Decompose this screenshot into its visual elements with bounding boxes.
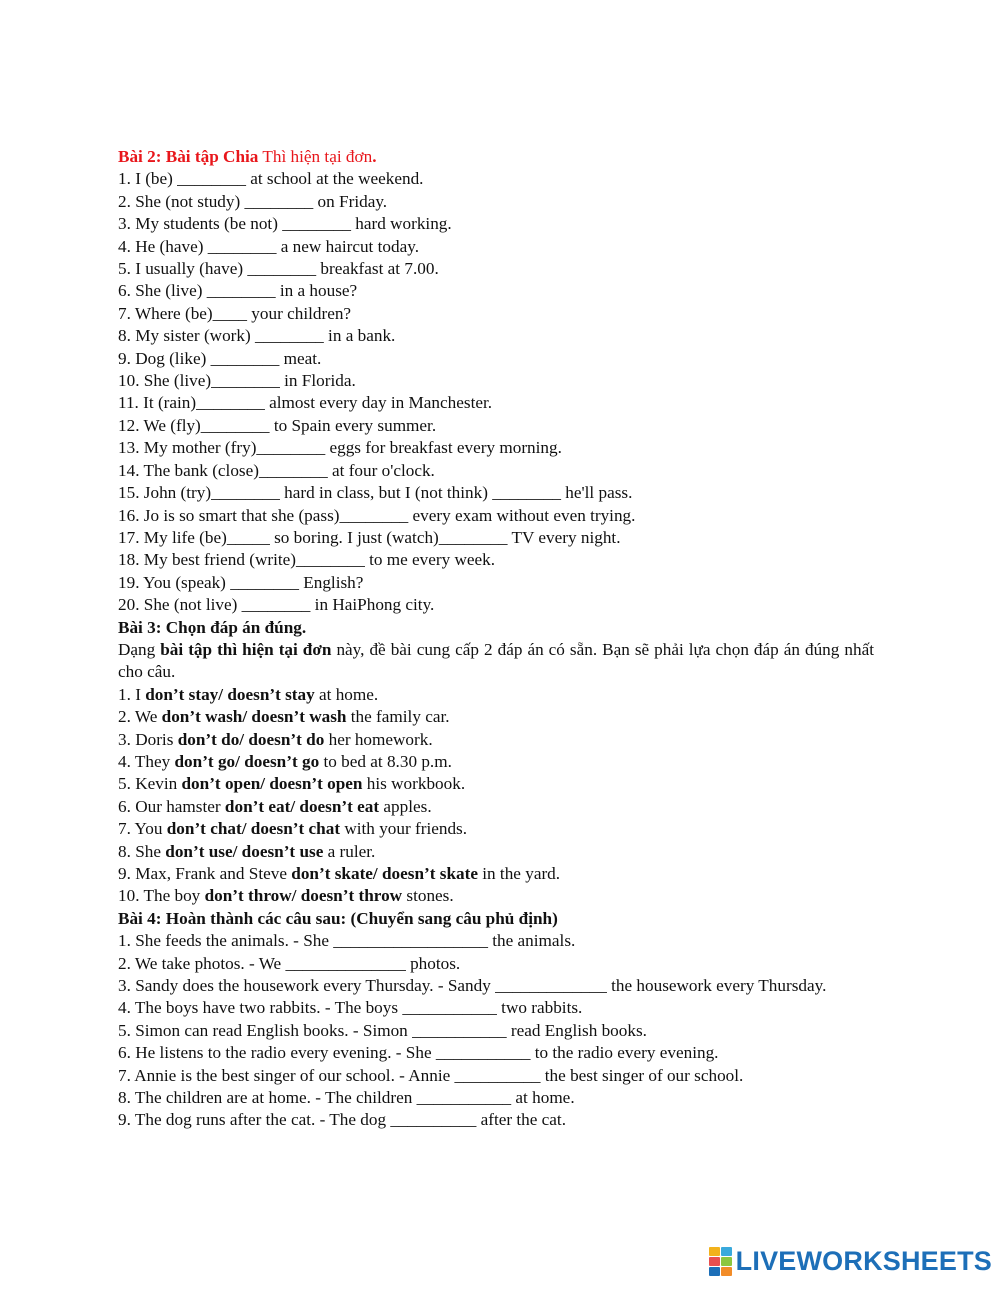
item-text-before: 2. We (118, 707, 162, 727)
item-text-before: 10. The boy (118, 886, 205, 906)
answer-options: don’t stay/ doesn’t stay (145, 684, 315, 704)
item-text-after: her homework. (324, 729, 433, 749)
item-text-after: his workbook. (362, 774, 466, 794)
item-text-before: 9. Max, Frank and Steve (118, 864, 292, 883)
exercise-3-item (118, 729, 874, 751)
answer-options: don’t throw/ doesn’t throw (204, 886, 403, 906)
answer-options: don’t do/ doesn’t do (177, 729, 325, 749)
exercise-3-intro-bold: bài tập thì hiện tại đơn (160, 639, 332, 659)
exercise-4-item: 7. Annie is the best singer of our school. - Annie __________ the best singer of our school. (118, 1065, 744, 1085)
item-text-before: 8. She (118, 841, 166, 861)
worksheet (118, 146, 874, 1132)
item-text-before: 1. I (118, 684, 146, 704)
item-text-after: at home. (314, 684, 379, 704)
exercise-2-heading (118, 146, 874, 168)
item-text-after: to bed at 8.30 p.m. (319, 751, 452, 771)
exercise-3-item (118, 796, 874, 818)
exercise-3-intro (118, 639, 874, 684)
logo-blocks-icon (709, 1247, 732, 1276)
answer-options: don’t skate/ doesn’t skate (291, 864, 478, 883)
item-text-after: stones. (402, 886, 454, 906)
item-text-before: 5. Kevin (118, 774, 182, 794)
answer-options: don’t go/ doesn’t go (174, 751, 320, 771)
exercise-3-item (118, 773, 874, 795)
exercise-2-item: 1. I (be) ________ at school at the weekend. (118, 169, 424, 189)
exercise-2-item: 7. Where (be)____ your children? (118, 303, 352, 323)
exercise-2-heading-topic: Thì hiện tại đơn (258, 147, 373, 166)
item-text-after: with your friends. (340, 819, 468, 839)
exercise-2-item: 9. Dog (like) ________ meat. (118, 348, 322, 368)
exercise-4-heading: Bài 4: Hoàn thành các câu sau: (Chuyển sang câu phủ định) (118, 908, 558, 928)
answer-options: don’t use/ doesn’t use (165, 841, 324, 861)
exercise-3-intro-pre: Dạng (118, 639, 161, 659)
exercise-3-item (118, 684, 874, 706)
exercise-3-item (118, 818, 874, 840)
item-text-after: a ruler. (323, 841, 376, 861)
answer-options: don’t eat/ doesn’t eat (224, 796, 380, 816)
exercise-2-item: 11. It (rain)________ almost every day in Manchester. (118, 393, 493, 413)
exercise-3-item (118, 706, 874, 728)
exercise-2-item: 15. John (try)________ hard in class, but I (not think) ________ he'll pass. (118, 483, 633, 503)
exercise-4-item: 9. The dog runs after the cat. - The dog __________ after the cat. (118, 1110, 567, 1130)
item-text-after: the family car. (346, 707, 450, 727)
exercise-2-list (118, 168, 874, 616)
exercise-2-item: 8. My sister (work) ________ in a bank. (118, 326, 396, 346)
exercise-2-item: 4. He (have) ________ a new haircut today. (118, 236, 419, 256)
exercise-2-item: 5. I usually (have) ________ breakfast at 7.00. (118, 259, 439, 279)
exercise-3-list (118, 684, 874, 908)
item-text-before: 7. You (118, 819, 167, 839)
item-text-after: apples. (379, 796, 432, 816)
exercise-3-intro-post: này, đề bài cung cấp 2 đáp án có sẵn. Bạn sẽ phải lựa chọn đáp án đúng nhất cho câu. (118, 639, 874, 682)
exercise-2-item: 16. Jo is so smart that she (pass)________ every exam without even trying. (118, 505, 636, 525)
exercise-4-item: 2. We take photos. - We ______________ photos. (118, 953, 461, 973)
answer-options: don’t chat/ doesn’t chat (166, 819, 341, 839)
exercise-2-heading-dot: . (372, 147, 377, 166)
exercise-2-item: 19. You (speak) ________ English? (118, 572, 364, 592)
exercise-3-item (118, 885, 874, 907)
exercise-2-item: 18. My best friend (write)________ to me every week. (118, 550, 496, 570)
liveworksheets-logo (709, 1245, 992, 1277)
exercise-2-item: 13. My mother (fry)________ eggs for breakfast every morning. (118, 438, 562, 458)
exercise-4-item: 3. Sandy does the housework every Thursday. - Sandy _____________ the housework every Thursday. (118, 976, 827, 996)
exercise-2-item: 12. We (fly)________ to Spain every summer. (118, 415, 437, 435)
exercise-4-list (118, 930, 874, 1132)
logo-text: LIVEWORKSHEETS (735, 1245, 992, 1276)
exercise-3-item (118, 751, 874, 773)
exercise-4-item: 8. The children are at home. - The children ___________ at home. (118, 1088, 575, 1108)
exercise-4-item: 5. Simon can read English books. - Simon ___________ read English books. (118, 1020, 647, 1040)
item-text-before: 3. Doris (118, 729, 178, 749)
exercise-2-item: 6. She (live) ________ in a house? (118, 281, 358, 301)
answer-options: don’t open/ doesn’t open (181, 774, 363, 794)
exercise-2-item: 3. My students (be not) ________ hard working. (118, 214, 452, 234)
exercise-3-heading: Bài 3: Chọn đáp án đúng. (118, 617, 307, 637)
answer-options: don’t wash/ doesn’t wash (161, 707, 347, 727)
exercise-2-item: 17. My life (be)_____ so boring. I just (watch)________ TV every night. (118, 527, 621, 547)
item-text-before: 4. They (118, 751, 175, 771)
exercise-2-item: 10. She (live)________ in Florida. (118, 371, 356, 391)
exercise-2-item: 14. The bank (close)________ at four o'clock. (118, 460, 435, 480)
exercise-4-item: 6. He listens to the radio every evening. - She ___________ to the radio every evening. (118, 1043, 719, 1063)
exercise-2-item: 20. She (not live) ________ in HaiPhong city. (118, 595, 435, 615)
exercise-3-item (118, 863, 874, 885)
item-text-before: 6. Our hamster (118, 796, 225, 816)
exercise-2-item: 2. She (not study) ________ on Friday. (118, 191, 388, 211)
exercise-4-item: 1. She feeds the animals. - She __________________ the animals. (118, 931, 576, 951)
exercise-3-item (118, 841, 874, 863)
exercise-2-heading-bold: Bài 2: Bài tập Chia (118, 147, 259, 166)
exercise-4-item: 4. The boys have two rabbits. - The boys ___________ two rabbits. (118, 998, 583, 1018)
item-text-after: in the yard. (477, 864, 561, 883)
